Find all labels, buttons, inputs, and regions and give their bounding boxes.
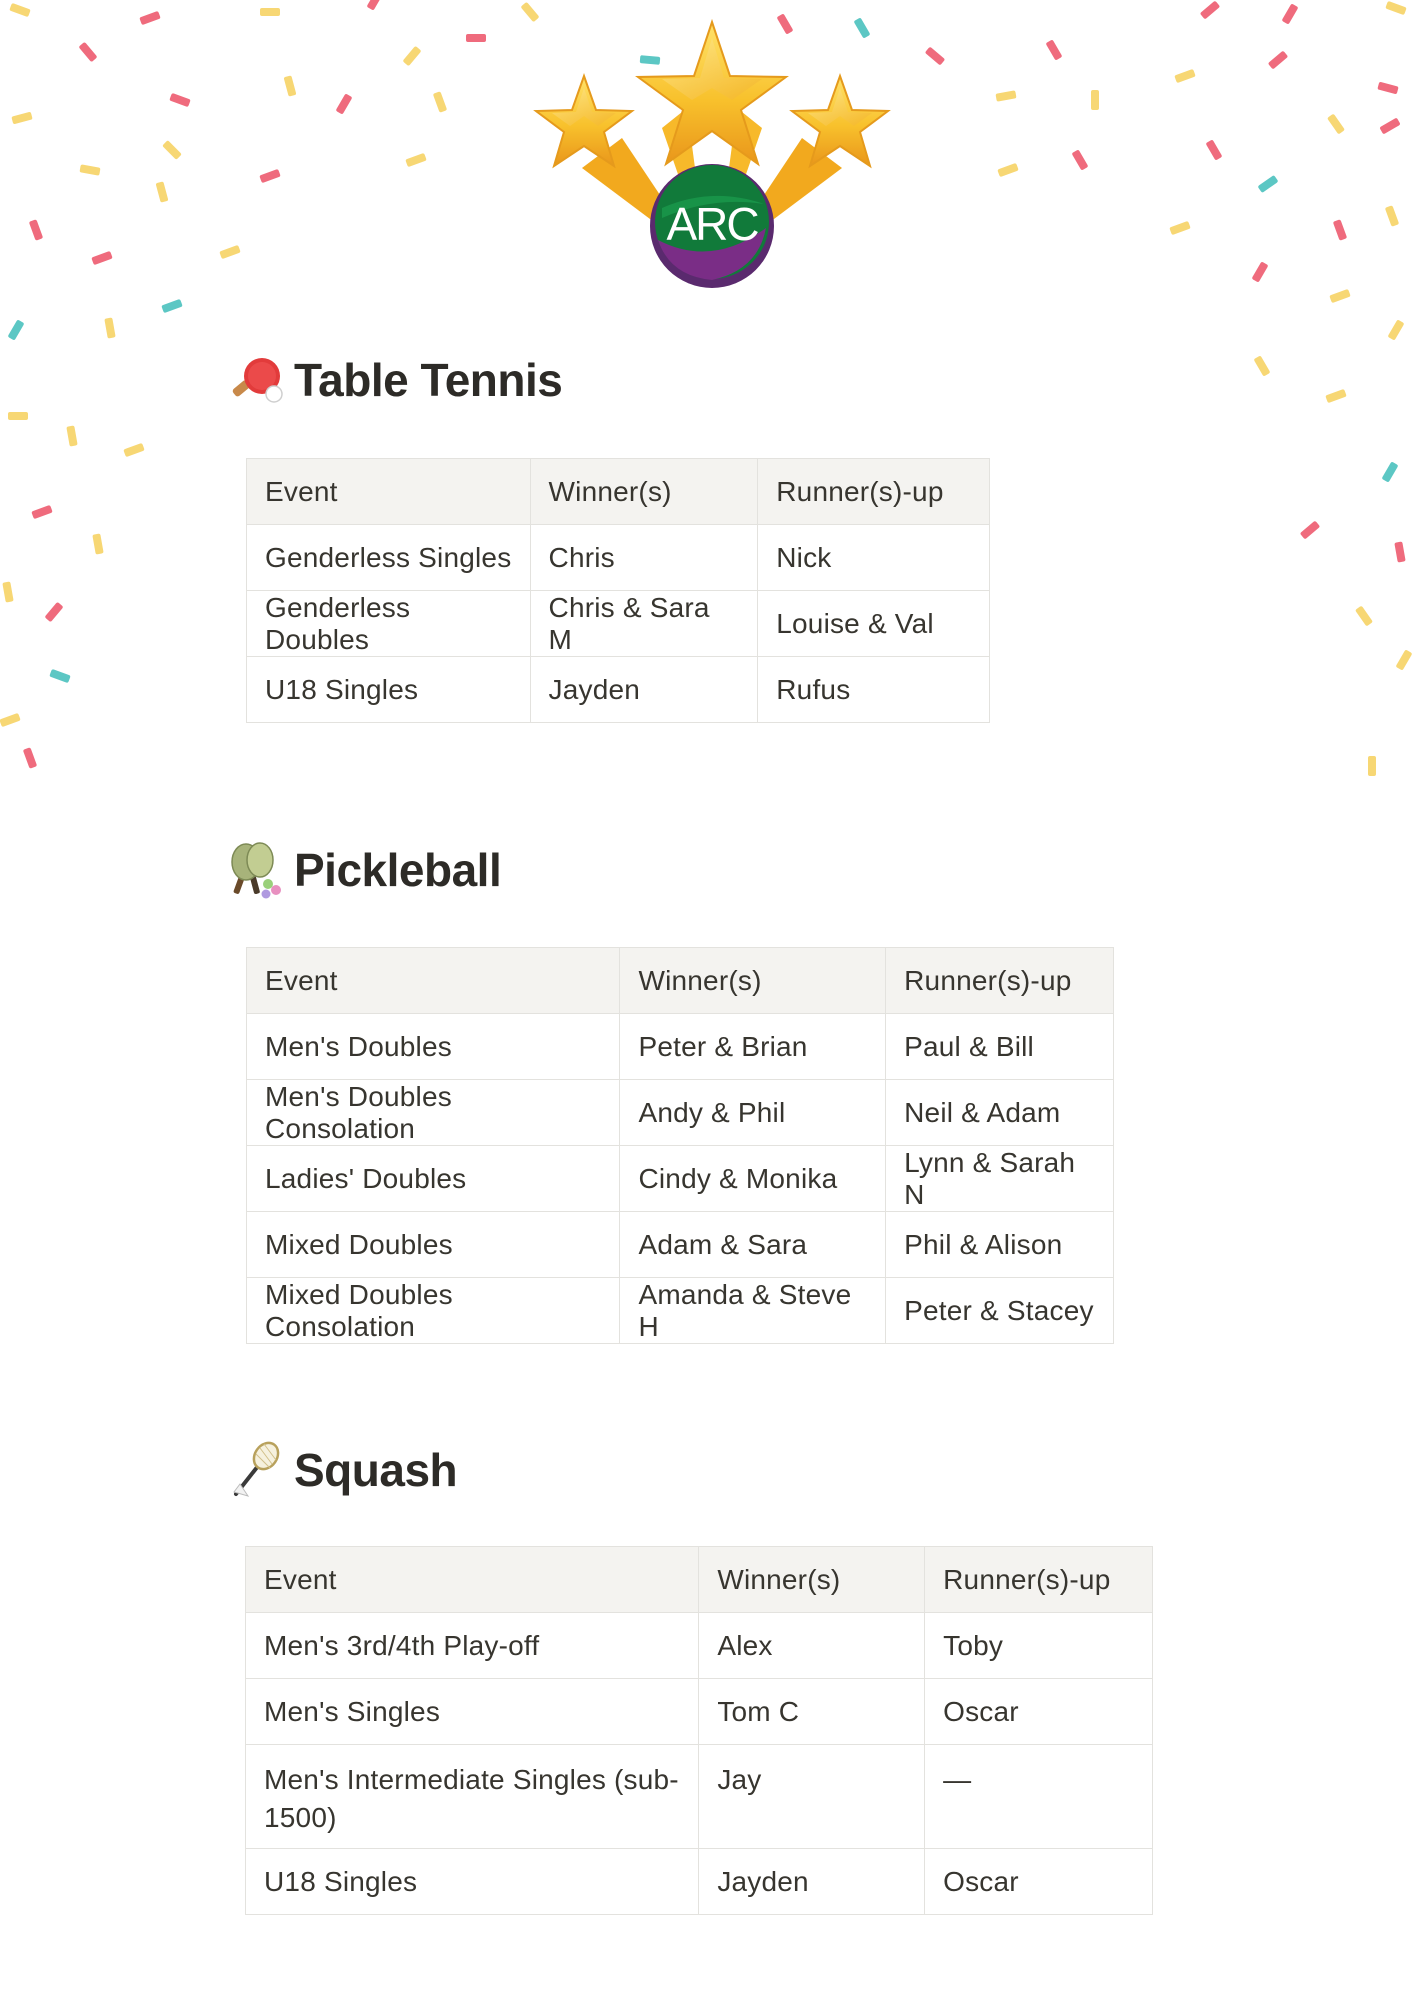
confetti-piece bbox=[1355, 606, 1373, 627]
runner-up-cell: — bbox=[925, 1745, 1153, 1849]
runner-up-cell: Peter & Stacey bbox=[886, 1278, 1114, 1344]
event-cell: Men's Doubles bbox=[247, 1014, 620, 1080]
section-title-squash bbox=[226, 1440, 457, 1500]
column-header-runners-up: Runner(s)-up bbox=[758, 459, 990, 525]
confetti-piece bbox=[1174, 69, 1196, 83]
confetti-piece bbox=[1368, 756, 1376, 776]
winner-cell: Jay bbox=[699, 1745, 925, 1849]
confetti-piece bbox=[995, 90, 1016, 101]
confetti-piece bbox=[91, 251, 113, 265]
table-header-row bbox=[246, 1547, 1153, 1613]
confetti-piece bbox=[11, 112, 32, 125]
confetti-piece bbox=[1327, 114, 1345, 135]
table-row bbox=[246, 1745, 1153, 1849]
event-cell: Mixed Doubles bbox=[247, 1212, 620, 1278]
table-row bbox=[247, 1212, 1114, 1278]
confetti-piece bbox=[1252, 261, 1269, 282]
event-cell: Genderless Doubles bbox=[247, 591, 531, 657]
column-header-runners-up: Runner(s)-up bbox=[925, 1547, 1153, 1613]
winner-cell: Tom C bbox=[699, 1679, 925, 1745]
confetti-piece bbox=[367, 0, 384, 11]
table-row bbox=[246, 1613, 1153, 1679]
confetti-piece bbox=[403, 46, 422, 66]
winner-cell: Chris bbox=[530, 525, 758, 591]
confetti-piece bbox=[260, 8, 280, 16]
confetti-piece bbox=[259, 169, 281, 183]
confetti-piece bbox=[1200, 1, 1220, 20]
confetti-piece bbox=[466, 34, 486, 42]
confetti-piece bbox=[123, 443, 145, 457]
column-header-event: Event bbox=[247, 459, 531, 525]
runner-up-cell: Rufus bbox=[758, 657, 990, 723]
confetti-piece bbox=[1385, 1, 1407, 15]
confetti-piece bbox=[0, 713, 21, 727]
winner-cell: Adam & Sara bbox=[620, 1212, 886, 1278]
column-header-winners: Winner(s) bbox=[530, 459, 758, 525]
event-cell: Men's Intermediate Singles (sub-1500) bbox=[246, 1745, 699, 1849]
winner-cell: Alex bbox=[699, 1613, 925, 1679]
column-header-winners: Winner(s) bbox=[699, 1547, 925, 1613]
runner-up-cell: Neil & Adam bbox=[886, 1080, 1114, 1146]
confetti-piece bbox=[23, 747, 37, 769]
winner-cell: Jayden bbox=[530, 657, 758, 723]
confetti-piece bbox=[405, 153, 427, 167]
winner-cell: Jayden bbox=[699, 1849, 925, 1915]
confetti-piece bbox=[1169, 221, 1191, 235]
confetti-piece bbox=[1379, 118, 1400, 135]
pickleball-paddles-icon bbox=[226, 840, 286, 900]
ping-pong-paddle-icon bbox=[226, 350, 286, 410]
winner-cell: Peter & Brian bbox=[620, 1014, 886, 1080]
runner-up-cell: Lynn & Sarah N bbox=[886, 1146, 1114, 1212]
table-row bbox=[247, 525, 990, 591]
column-header-runners-up: Runner(s)-up bbox=[886, 948, 1114, 1014]
confetti-piece bbox=[45, 602, 64, 622]
confetti-piece bbox=[1072, 149, 1089, 170]
confetti-piece bbox=[161, 299, 183, 313]
runner-up-cell: Louise & Val bbox=[758, 591, 990, 657]
confetti-piece bbox=[66, 425, 77, 446]
winner-cell: Chris & Sara M bbox=[530, 591, 758, 657]
confetti-piece bbox=[1333, 219, 1347, 241]
confetti-piece bbox=[1206, 139, 1223, 160]
runner-up-cell: Nick bbox=[758, 525, 990, 591]
section-title-text: Pickleball bbox=[294, 844, 502, 896]
confetti-piece bbox=[104, 317, 115, 338]
confetti-piece bbox=[1046, 39, 1063, 60]
event-cell: Ladies' Doubles bbox=[247, 1146, 620, 1212]
table-row bbox=[247, 1014, 1114, 1080]
confetti-piece bbox=[156, 181, 169, 202]
section-title-text: Squash bbox=[294, 1444, 458, 1496]
table-header-row bbox=[247, 948, 1114, 1014]
winner-cell: Andy & Phil bbox=[620, 1080, 886, 1146]
section-title-pickleball bbox=[226, 840, 501, 900]
confetti-piece bbox=[1382, 461, 1399, 482]
column-header-event: Event bbox=[247, 948, 620, 1014]
table-row bbox=[247, 1278, 1114, 1344]
table-row bbox=[246, 1679, 1153, 1745]
confetti-piece bbox=[29, 219, 43, 241]
confetti-piece bbox=[219, 245, 241, 259]
confetti-piece bbox=[1329, 289, 1351, 303]
confetti-piece bbox=[284, 75, 297, 96]
confetti-piece bbox=[169, 93, 191, 107]
confetti-piece bbox=[1388, 319, 1405, 340]
confetti-piece bbox=[1091, 90, 1099, 110]
confetti-piece bbox=[997, 163, 1019, 177]
confetti-piece bbox=[1300, 521, 1320, 540]
winner-cell: Cindy & Monika bbox=[620, 1146, 886, 1212]
table-row bbox=[247, 591, 990, 657]
runner-up-cell: Oscar bbox=[925, 1849, 1153, 1915]
table-row bbox=[246, 1849, 1153, 1915]
confetti-piece bbox=[1377, 82, 1398, 95]
confetti-piece bbox=[1394, 541, 1405, 562]
table-row bbox=[247, 1080, 1114, 1146]
column-header-event: Event bbox=[246, 1547, 699, 1613]
confetti-piece bbox=[9, 3, 31, 17]
table-tennis-results-table bbox=[246, 458, 990, 723]
event-cell: U18 Singles bbox=[247, 657, 531, 723]
confetti-piece bbox=[8, 319, 25, 340]
confetti-piece bbox=[336, 93, 353, 114]
confetti-piece bbox=[92, 533, 103, 554]
confetti-piece bbox=[925, 47, 945, 66]
confetti-piece bbox=[79, 164, 100, 175]
runner-up-cell: Oscar bbox=[925, 1679, 1153, 1745]
confetti-piece bbox=[8, 412, 28, 420]
table-header-row bbox=[247, 459, 990, 525]
runner-up-cell: Toby bbox=[925, 1613, 1153, 1679]
confetti-piece bbox=[1268, 51, 1288, 70]
squash-results-table bbox=[245, 1546, 1153, 1915]
confetti-piece bbox=[79, 42, 98, 62]
confetti-piece bbox=[1258, 175, 1279, 193]
confetti-piece bbox=[139, 11, 161, 25]
confetti-piece bbox=[2, 581, 13, 602]
section-title-table-tennis bbox=[226, 350, 562, 410]
event-cell: Men's Doubles Consolation bbox=[247, 1080, 620, 1146]
column-header-winners: Winner(s) bbox=[620, 948, 886, 1014]
runner-up-cell: Paul & Bill bbox=[886, 1014, 1114, 1080]
badminton-racket-icon bbox=[226, 1440, 286, 1500]
event-cell: Men's Singles bbox=[246, 1679, 699, 1745]
event-cell: Men's 3rd/4th Play-off bbox=[246, 1613, 699, 1679]
confetti-piece bbox=[49, 669, 71, 683]
section-title-text: Table Tennis bbox=[294, 354, 563, 406]
event-cell: U18 Singles bbox=[246, 1849, 699, 1915]
confetti-piece bbox=[1282, 3, 1299, 24]
logo-text: ARC bbox=[666, 198, 758, 250]
confetti-piece bbox=[1385, 205, 1399, 227]
confetti-piece bbox=[31, 505, 53, 519]
table-row bbox=[247, 1146, 1114, 1212]
confetti-piece bbox=[1325, 389, 1347, 403]
confetti-piece bbox=[433, 91, 447, 113]
event-cell: Mixed Doubles Consolation bbox=[247, 1278, 620, 1344]
arc-stars-logo bbox=[512, 18, 912, 298]
pickleball-results-table bbox=[246, 947, 1114, 1344]
confetti-piece bbox=[1396, 649, 1413, 670]
winner-cell: Amanda & Steve H bbox=[620, 1278, 886, 1344]
confetti-piece bbox=[1254, 355, 1271, 376]
event-cell: Genderless Singles bbox=[247, 525, 531, 591]
runner-up-cell: Phil & Alison bbox=[886, 1212, 1114, 1278]
confetti-piece bbox=[162, 140, 182, 160]
table-row bbox=[247, 657, 990, 723]
